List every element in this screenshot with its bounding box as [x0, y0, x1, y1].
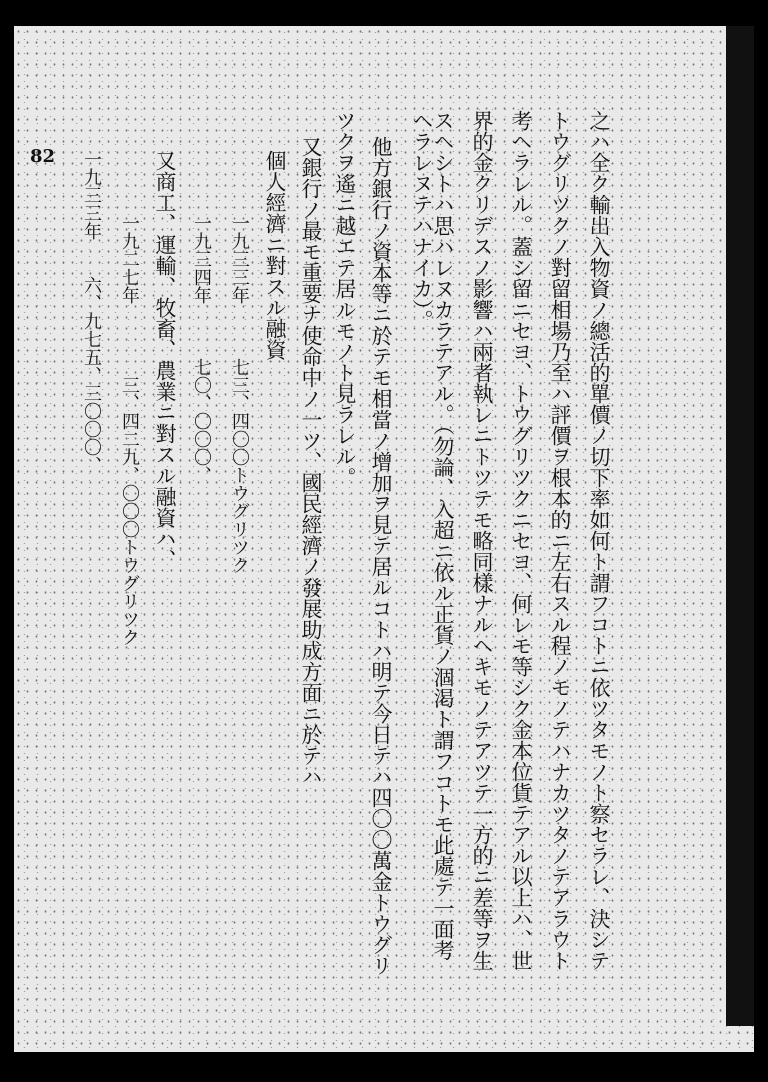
text-line-10: 個人經濟ニ對スル融資	[263, 150, 287, 360]
text-line-12: 一九三四年 七〇、〇〇〇、	[191, 214, 212, 484]
text-line-11: 一九三三年 七三、四〇〇トウグリツク	[229, 214, 250, 574]
text-line-8: ツクヲ遙ニ越エテ居ルモノト見ラレル。	[333, 110, 357, 488]
page-edge-shadow	[726, 26, 754, 1026]
text-line-4: 界的金クリデスノ影響ハ兩者執レニトツテモ略同樣ナルヘキモノテアツテ一方的ニ差等ヲ生	[470, 110, 494, 971]
text-line-1: 之ハ全ク輸出入物資ノ總活的單價ノ切下率如何ト謂フコトニ依ツタモノト察セラレ、決シテ	[587, 110, 611, 971]
text-line-9: 又銀行ノ最モ重要ナ使命中ノ一ツ、國民經濟ノ發展助成方面ニ於テハ	[299, 136, 323, 787]
text-line-13: 又商工、運輸、牧畜、農業ニ對スル融資ハ、	[153, 150, 177, 570]
text-line-3: 考ヘラレル。蓋シ留ニセヨ、トウグリツクニセヨ、何レモ等シク金本位貨テアル以上ハ、世	[509, 110, 533, 971]
text-line-14: 一九二七年 三、四二九、〇〇〇トウグリツク	[119, 214, 140, 646]
text-line-15: 一九三三年 六、九七五、三〇〇〇、	[81, 150, 102, 474]
text-line-2: トウグリツクノ對留相場乃至ハ評價ヲ根本的ニ左右スル程ノモノテハナカツタノテアラウト	[548, 110, 572, 971]
text-line-6: ヘラレヌテハナイカ）。	[410, 110, 434, 331]
page-number: 82	[30, 146, 56, 167]
text-line-7: 他方銀行ノ資本等ニ於テモ相當ノ增加ヲ見テ居ルコトハ明テ今日テハ四〇〇萬金トウグリ	[369, 136, 393, 976]
text-line-5: スヘシトハ思ハレヌカラテアル。（勿論、入超ニ依ル正貨ノ涸渇ト謂フコトモ此處テ一面考	[431, 110, 455, 961]
